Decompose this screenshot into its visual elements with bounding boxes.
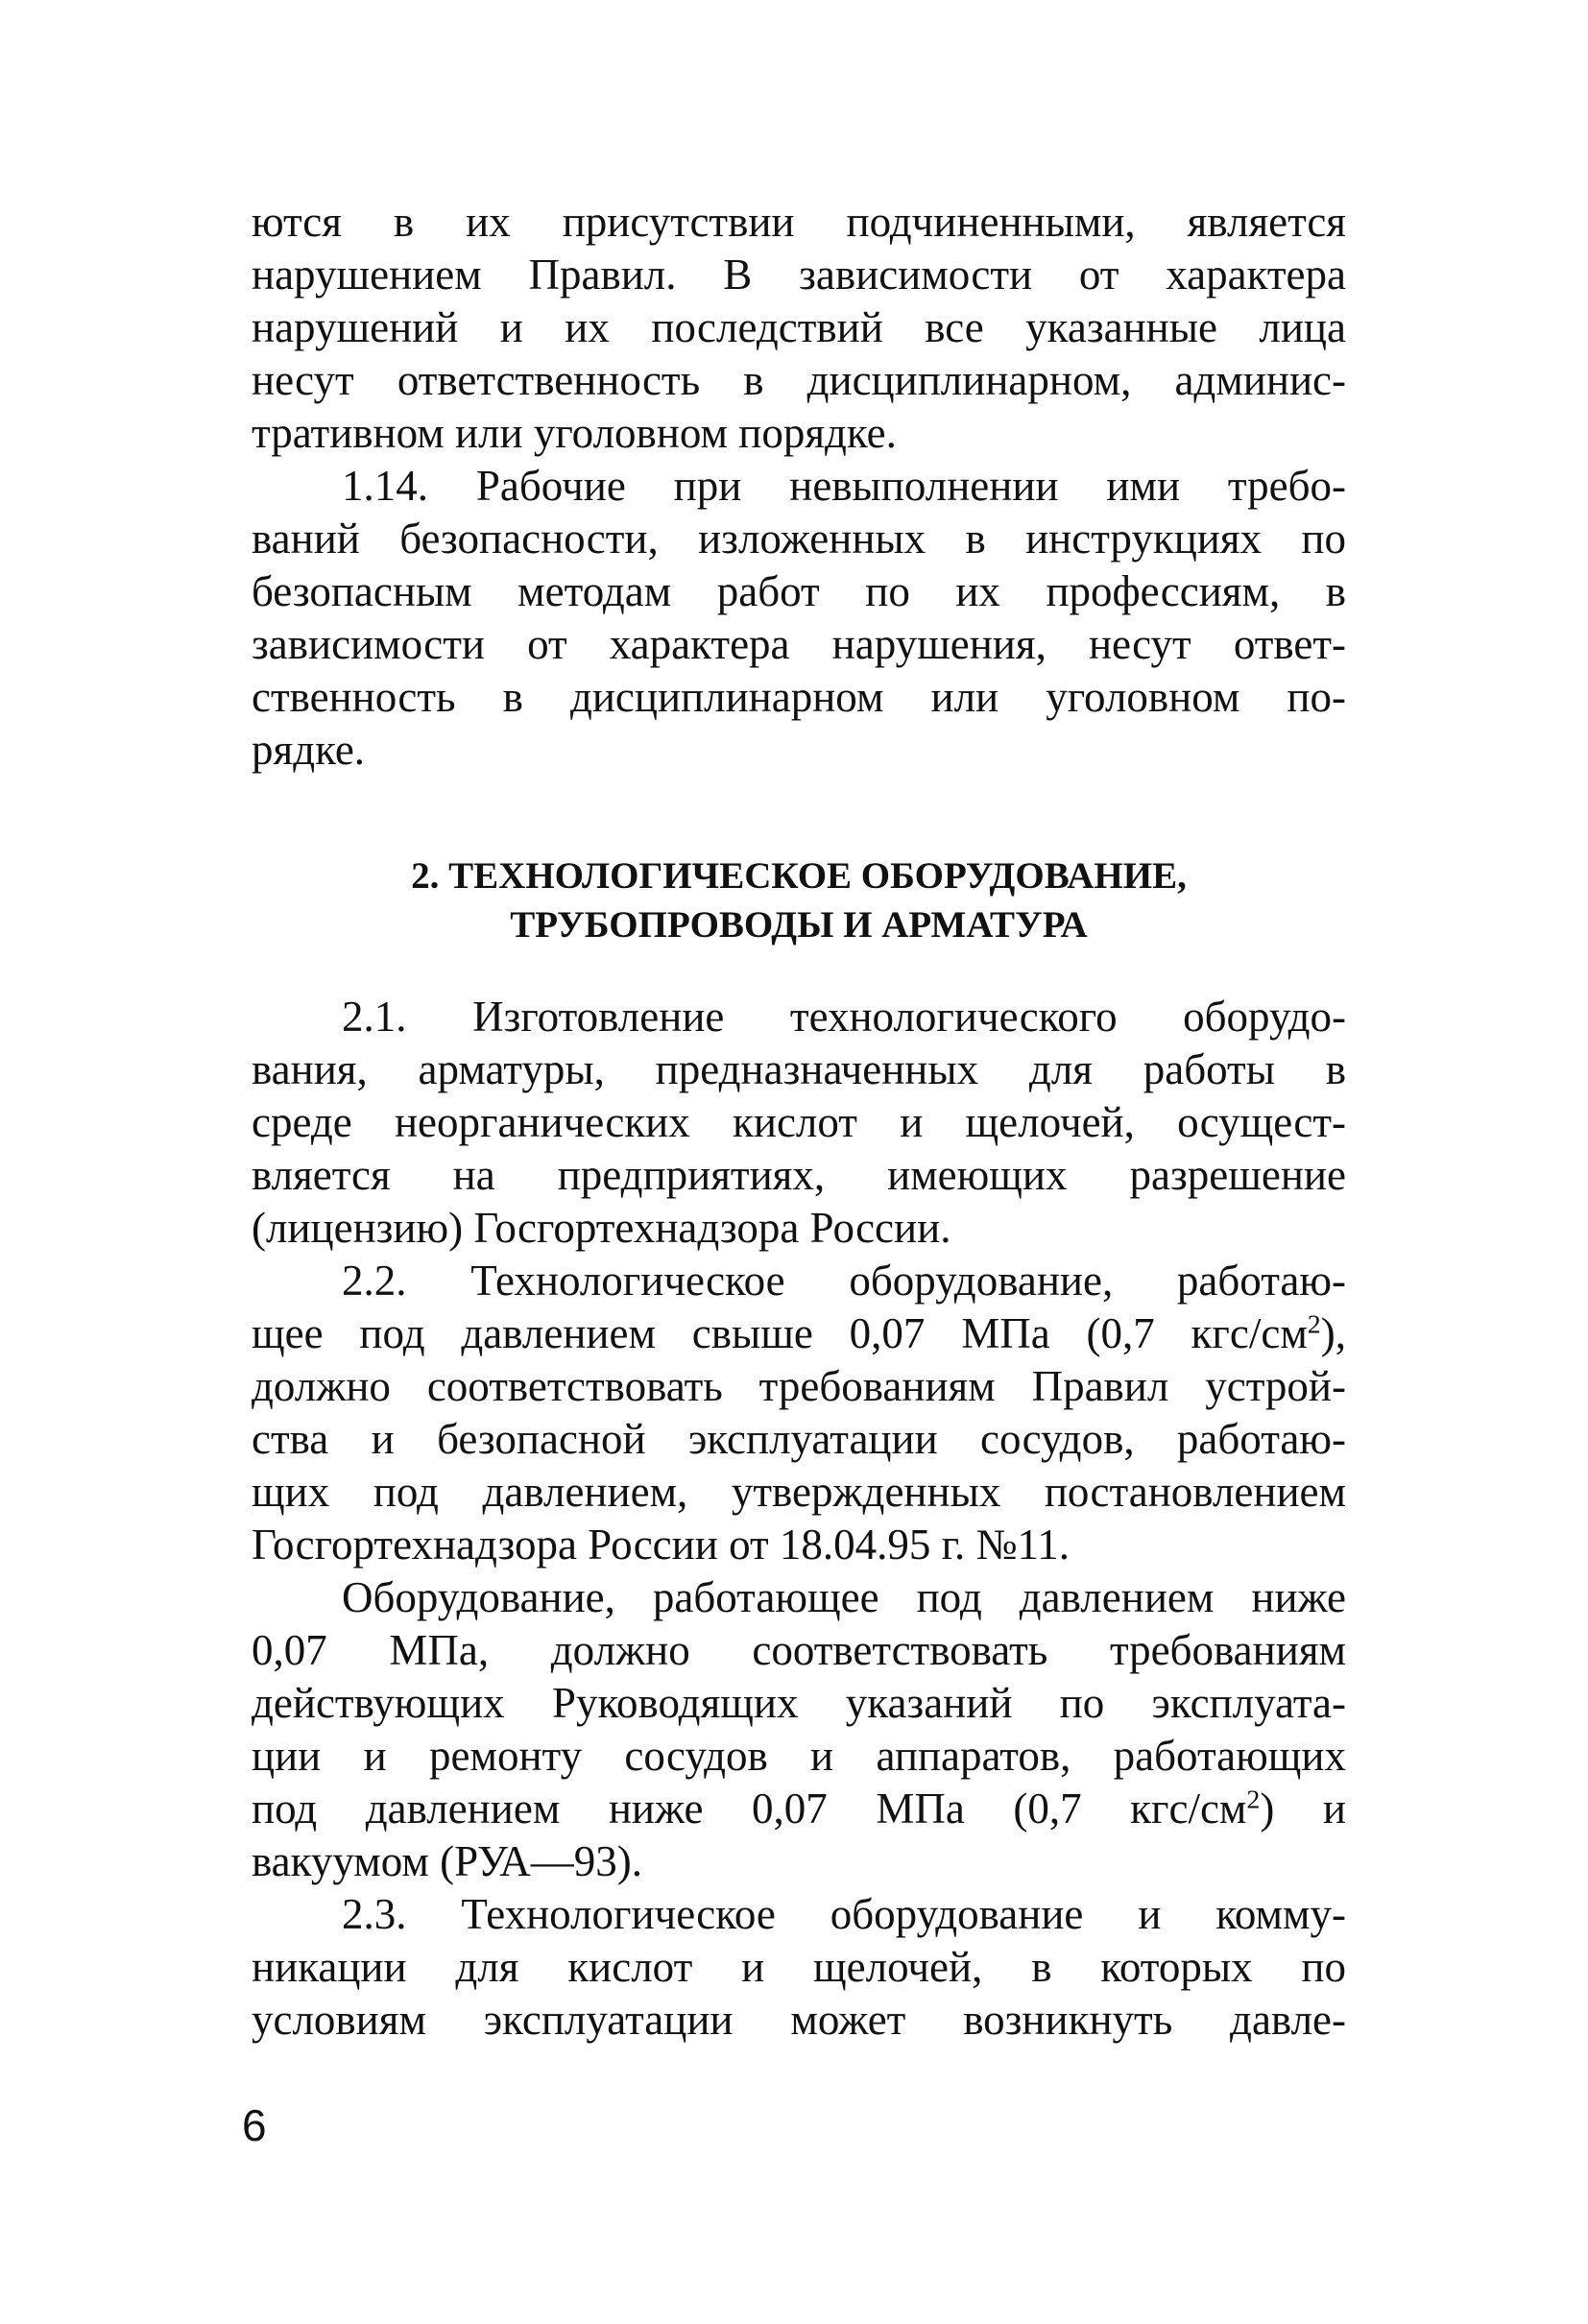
text-line: вания, арматуры, предназначенных для работы в	[252, 1045, 1346, 1093]
text-line: ства и безопасной эксплуатации сосудов, работаю-	[252, 1415, 1346, 1463]
text-line: должно соответствовать требованиям Правил устрой-	[252, 1362, 1346, 1410]
text-line: зависимости от характера нарушения, несут ответ-	[252, 620, 1346, 668]
text-line	[252, 1782, 1346, 1835]
text-line: Оборудование, работающее под давлением ниже	[342, 1573, 1346, 1621]
text-line: никации для кислот и щелочей, в которых по	[252, 1943, 1346, 1991]
text-segment: щее под давлением свыше 0,07 МПа (0,7 кгс/см	[252, 1309, 1308, 1357]
text-line: тративном или уголовном порядке.	[252, 409, 897, 457]
text-line: вакуумом (РУА—93).	[252, 1837, 642, 1885]
page-number: 6	[242, 2100, 267, 2150]
text-line: 2.2. Технологическое оборудование, работаю-	[342, 1257, 1346, 1305]
text-line: 1.14. Рабочие при невыполнении ими требо-	[342, 462, 1346, 510]
superscript: 2	[1307, 1309, 1321, 1340]
text-line: ственность в дисциплинарном или уголовном по-	[252, 673, 1346, 721]
text-line: безопасным методам работ по их профессиям, в	[252, 567, 1346, 615]
text-segment: под давлением ниже 0,07 МПа (0,7 кгс/см	[252, 1785, 1247, 1833]
text-line: нарушений и их последствий все указанные лица	[252, 303, 1346, 351]
text-segment: ) и	[1260, 1785, 1346, 1833]
superscript: 2	[1246, 1785, 1261, 1815]
text-line: 2.1. Изготовление технологического оборудо-	[342, 993, 1346, 1041]
text-line: ются в их присутствии подчиненными, является	[252, 198, 1346, 246]
text-line: 2.3. Технологическое оборудование и комму-	[342, 1890, 1346, 1938]
text-line: несут ответственность в дисциплинарном, админис-	[252, 356, 1346, 404]
text-segment: ),	[1320, 1309, 1346, 1357]
text-line: вляется на предприятиях, имеющих разрешение	[252, 1151, 1346, 1199]
text-line: условиям эксплуатации может возникнуть давле-	[252, 1996, 1346, 2044]
text-line: (лицензию) Госгортехнадзора России.	[252, 1204, 951, 1252]
text-line: ваний безопасности, изложенных в инструкциях по	[252, 515, 1346, 563]
section-heading-line-2: ТРУБОПРОВОДЫ И АРМАТУРА	[510, 904, 1088, 946]
text-line: Госгортехнадзора России от 18.04.95 г. №11.	[252, 1521, 1071, 1569]
text-line: рядке.	[252, 726, 366, 774]
section-heading-line-1: 2. ТЕХНОЛОГИЧЕСКОЕ ОБОРУДОВАНИЕ,	[411, 855, 1187, 897]
text-line: щих под давлением, утвержденных постановлением	[252, 1468, 1346, 1516]
text-line: ции и ремонту сосудов и аппаратов, работающих	[252, 1732, 1346, 1780]
text-line: действующих Руководящих указаний по эксплуата-	[252, 1679, 1346, 1727]
text-line: среде неорганических кислот и щелочей, осущест-	[252, 1098, 1346, 1146]
text-line	[252, 1306, 1346, 1360]
text-line: нарушением Правил. В зависимости от характера	[252, 251, 1346, 299]
text-line: 0,07 МПа, должно соответствовать требованиям	[252, 1626, 1346, 1674]
